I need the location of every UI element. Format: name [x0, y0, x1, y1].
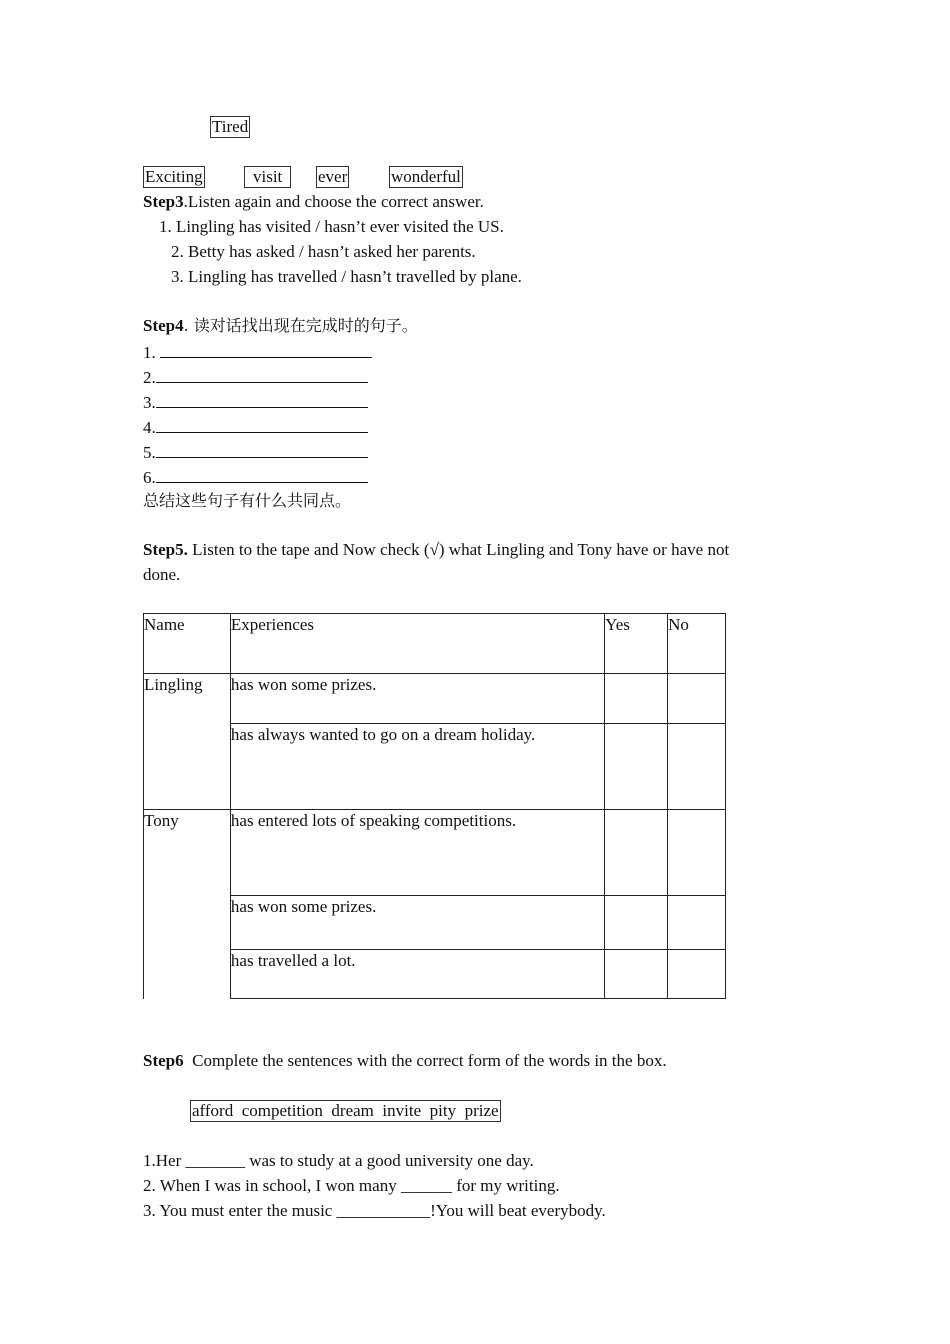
yes-check-cell[interactable]: [605, 896, 668, 950]
name-cell-lingling: Lingling: [144, 674, 231, 810]
step3-label: Step3: [143, 192, 184, 211]
table-row: [144, 810, 726, 896]
experience-cell: has always wanted to go on a dream holiday.: [230, 724, 604, 810]
no-check-cell[interactable]: [668, 674, 726, 724]
blank-line: [156, 441, 368, 458]
blank-line: [160, 341, 372, 358]
step4-line-number: 4.: [143, 418, 156, 437]
name-cell-tony: Tony: [144, 810, 231, 999]
blank-line: [156, 466, 368, 483]
step4-line-2: [143, 366, 368, 388]
step6-heading: [143, 1051, 667, 1071]
table-row: [144, 896, 726, 950]
step6-sentence-1: 1.Her _______ was to study at a good university one day.: [143, 1151, 534, 1170]
step4-line-number: 2.: [143, 368, 156, 387]
step4-label: Step4: [143, 316, 184, 335]
header-experiences: Experiences: [230, 614, 604, 674]
experience-cell: has won some prizes.: [230, 896, 604, 950]
step5-instruction-cont: done.: [143, 565, 181, 584]
experience-cell: has entered lots of speaking competitions.: [230, 810, 604, 896]
header-no: No: [668, 614, 726, 674]
table-row: [144, 724, 726, 810]
word-box-visit: visit: [244, 166, 291, 188]
step4-line-4: [143, 416, 368, 438]
no-check-cell[interactable]: [668, 950, 726, 999]
header-yes: Yes: [605, 614, 668, 674]
table-header-row: [144, 614, 726, 674]
step6-sentence-2: 2. When I was in school, I won many ______ for my writing.: [143, 1176, 560, 1195]
experience-cell: has won some prizes.: [230, 674, 604, 724]
table-row: [144, 950, 726, 999]
step4-line-number: 5.: [143, 443, 156, 462]
step5-label: Step5.: [143, 540, 188, 559]
step5-instruction: Listen to the tape and Now check (√) what Lingling and Tony have or have not: [187, 540, 730, 559]
step3-heading: [143, 192, 484, 212]
step4-line-1: [143, 341, 372, 363]
yes-check-cell[interactable]: [605, 724, 668, 810]
experience-table: [143, 613, 726, 999]
step6-instruction: Complete the sentences with the correct form of the words in the box.: [183, 1051, 667, 1070]
word-box-exciting: Exciting: [145, 167, 203, 186]
step4-heading: [143, 316, 418, 336]
word-box-ever: ever: [318, 167, 348, 186]
blank-line: [156, 391, 368, 408]
word-box-wonderful: wonderful: [391, 167, 461, 186]
step4-line-3: [143, 391, 368, 413]
no-check-cell[interactable]: [668, 810, 726, 896]
step4-summary: 总结这些句子有什么共同点。: [143, 491, 352, 510]
step5-heading: [143, 540, 729, 560]
step3-item-3: 3. Lingling has travelled / hasn’t travelled by plane.: [171, 267, 522, 286]
step4-line-number: 3.: [143, 393, 156, 412]
step6-word-box: afford competition dream invite pity prize: [192, 1101, 499, 1120]
table-row: [144, 674, 726, 724]
step4-line-number: 1.: [143, 343, 160, 362]
step4-line-6: [143, 466, 368, 488]
yes-check-cell[interactable]: [605, 950, 668, 999]
step6-sentence-3: 3. You must enter the music ___________!You will beat everybody.: [143, 1201, 606, 1220]
step4-instruction: . 读对话找出现在完成时的句子。: [183, 316, 418, 335]
word-box-tired: Tired: [212, 117, 249, 136]
step3-instruction: .Listen again and choose the correct answer.: [183, 192, 484, 211]
step3-item-1: 1. Lingling has visited / hasn’t ever visited the US.: [159, 217, 504, 236]
yes-check-cell[interactable]: [605, 674, 668, 724]
step3-item-2: 2. Betty has asked / hasn’t asked her parents.: [171, 242, 476, 261]
yes-check-cell[interactable]: [605, 810, 668, 896]
step4-line-number: 6.: [143, 468, 156, 487]
experience-cell: has travelled a lot.: [230, 950, 604, 999]
blank-line: [156, 366, 368, 383]
header-name: Name: [144, 614, 231, 674]
step4-line-5: [143, 441, 368, 463]
blank-line: [156, 416, 368, 433]
no-check-cell[interactable]: [668, 896, 726, 950]
step6-label: Step6: [143, 1051, 184, 1070]
no-check-cell[interactable]: [668, 724, 726, 810]
